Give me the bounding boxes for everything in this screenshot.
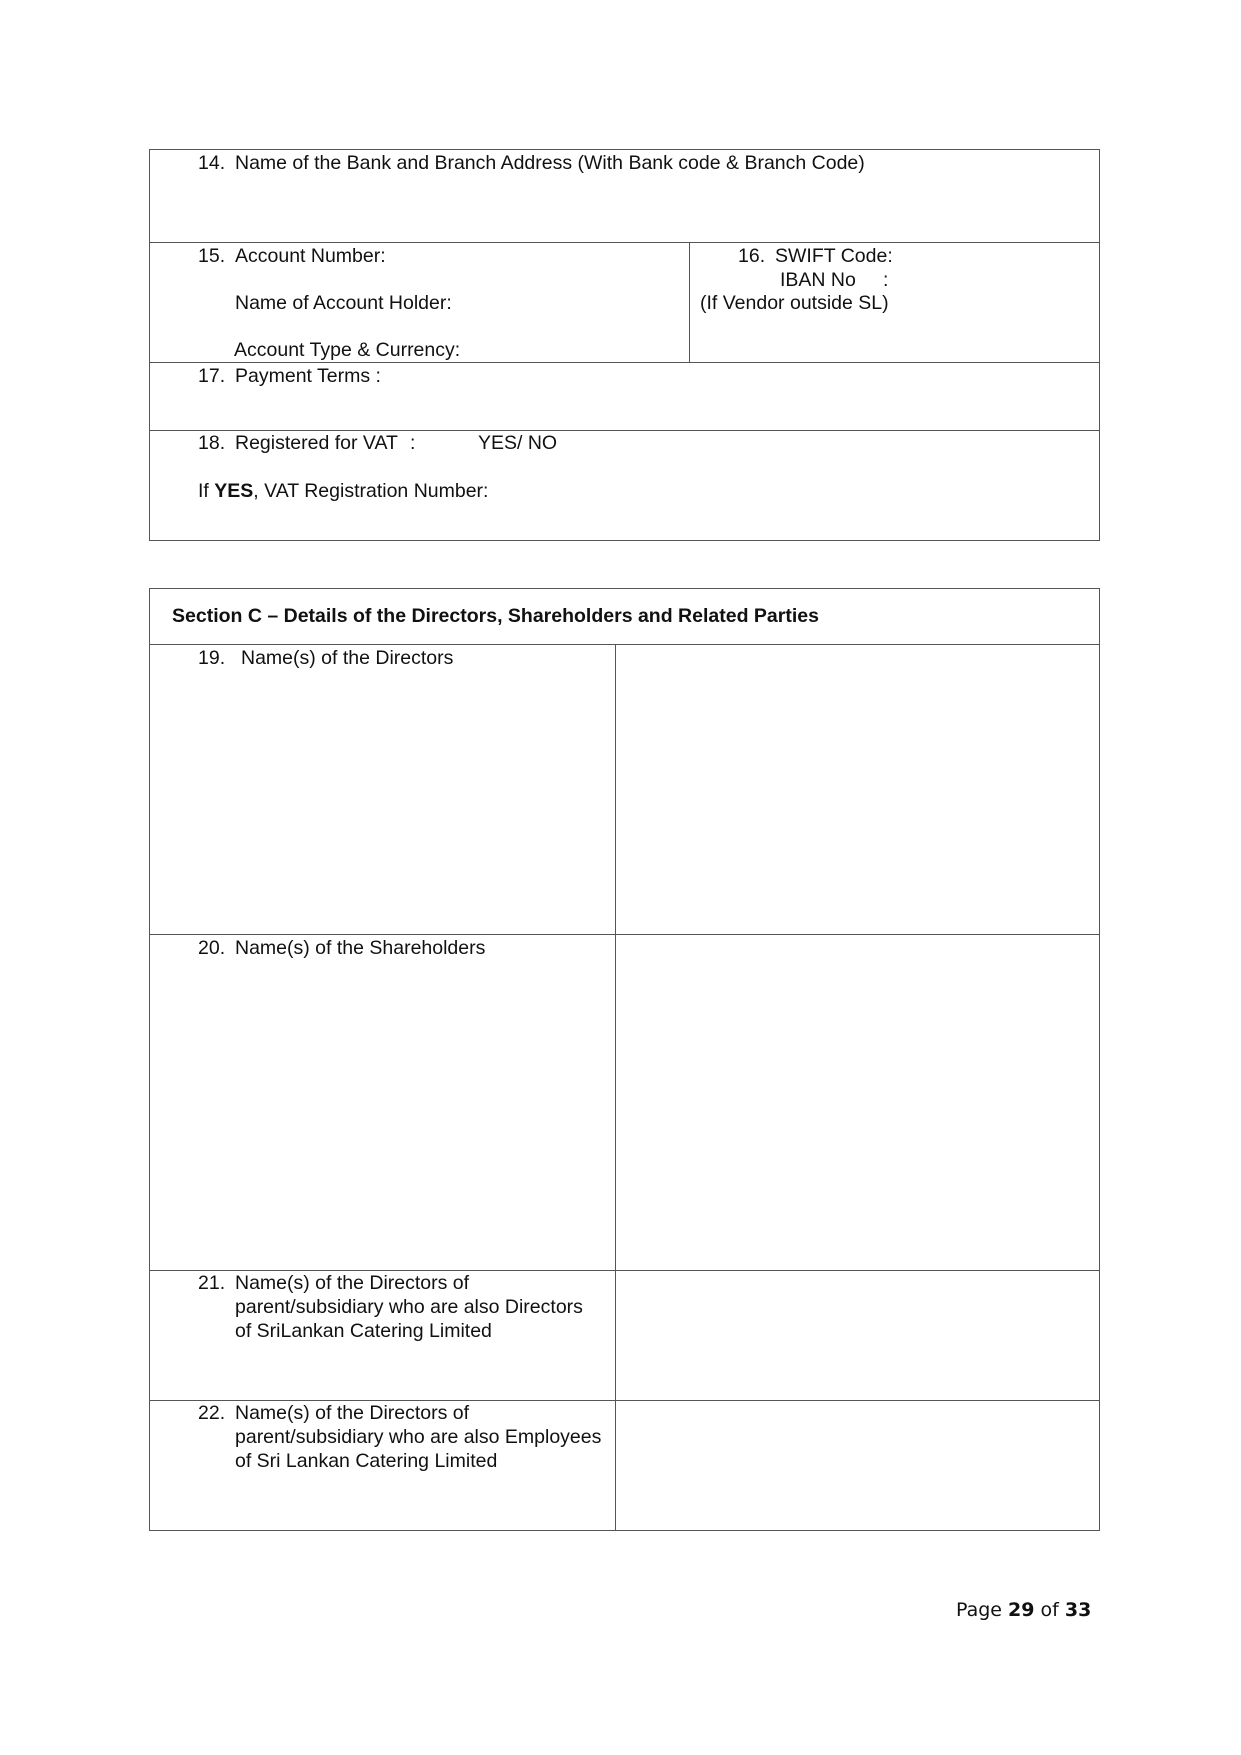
account-holder-label: Name of Account Holder: — [235, 292, 452, 314]
item-21-number: 21. — [198, 1272, 226, 1294]
directors-names-label: Name(s) of the Directors — [241, 647, 454, 669]
row-divider — [149, 644, 1100, 645]
item-14-label: Name of the Bank and Branch Address (With Bank code & Branch Code) — [235, 152, 865, 174]
column-divider — [689, 242, 690, 362]
parent-employees-label-line-3: of Sri Lankan Catering Limited — [235, 1450, 498, 1472]
parent-directors-label-line-3: of SriLankan Catering Limited — [235, 1320, 492, 1342]
column-divider — [615, 644, 616, 1531]
iban-colon: : — [883, 269, 889, 291]
item-18-number: 18. — [198, 432, 226, 454]
parent-employees-label-line-2: parent/subsidiary who are also Employees — [235, 1426, 602, 1448]
row-divider — [149, 362, 1100, 363]
vat-colon: : — [410, 432, 416, 454]
vat-number-suffix: , VAT Registration Number: — [253, 480, 489, 502]
page-total: 33 — [1064, 1599, 1092, 1621]
page-word: Page — [956, 1599, 1002, 1621]
page-current: 29 — [1008, 1599, 1035, 1621]
vendor-outside-note: (If Vendor outside SL) — [700, 292, 889, 314]
account-type-label: Account Type & Currency: — [234, 339, 461, 361]
vat-registration-number-label — [198, 479, 488, 503]
vat-yes-no-options: YES/ NO — [478, 432, 558, 454]
page-of: of — [1040, 1599, 1059, 1621]
item-14-number: 14. — [198, 152, 226, 174]
vat-registered-label: Registered for VAT — [235, 432, 398, 454]
item-20-number: 20. — [198, 937, 226, 959]
payment-terms-label: Payment Terms : — [235, 365, 381, 387]
if-prefix: If — [198, 480, 209, 502]
item-17-number: 17. — [198, 365, 226, 387]
row-divider — [149, 242, 1100, 243]
row-divider — [149, 934, 1100, 935]
section-c-title: Section C – Details of the Directors, Shareholders and Related Parties — [172, 605, 819, 627]
item-22-number: 22. — [198, 1402, 226, 1424]
parent-directors-label-line-2: parent/subsidiary who are also Directors — [235, 1296, 583, 1318]
page-number — [956, 1598, 1091, 1622]
parent-employees-label-line-1: Name(s) of the Directors of — [235, 1402, 470, 1424]
item-15-number: 15. — [198, 245, 226, 267]
yes-emphasis: YES — [214, 480, 254, 502]
item-16-number: 16. — [738, 245, 766, 267]
iban-label: IBAN No — [780, 269, 856, 291]
swift-code-label: SWIFT Code: — [775, 245, 893, 267]
parent-directors-label-line-1: Name(s) of the Directors of — [235, 1272, 470, 1294]
section-c-table — [149, 588, 1100, 1531]
account-number-label: Account Number: — [235, 245, 386, 267]
item-19-number: 19. — [198, 647, 226, 669]
shareholders-names-label: Name(s) of the Shareholders — [235, 937, 486, 959]
